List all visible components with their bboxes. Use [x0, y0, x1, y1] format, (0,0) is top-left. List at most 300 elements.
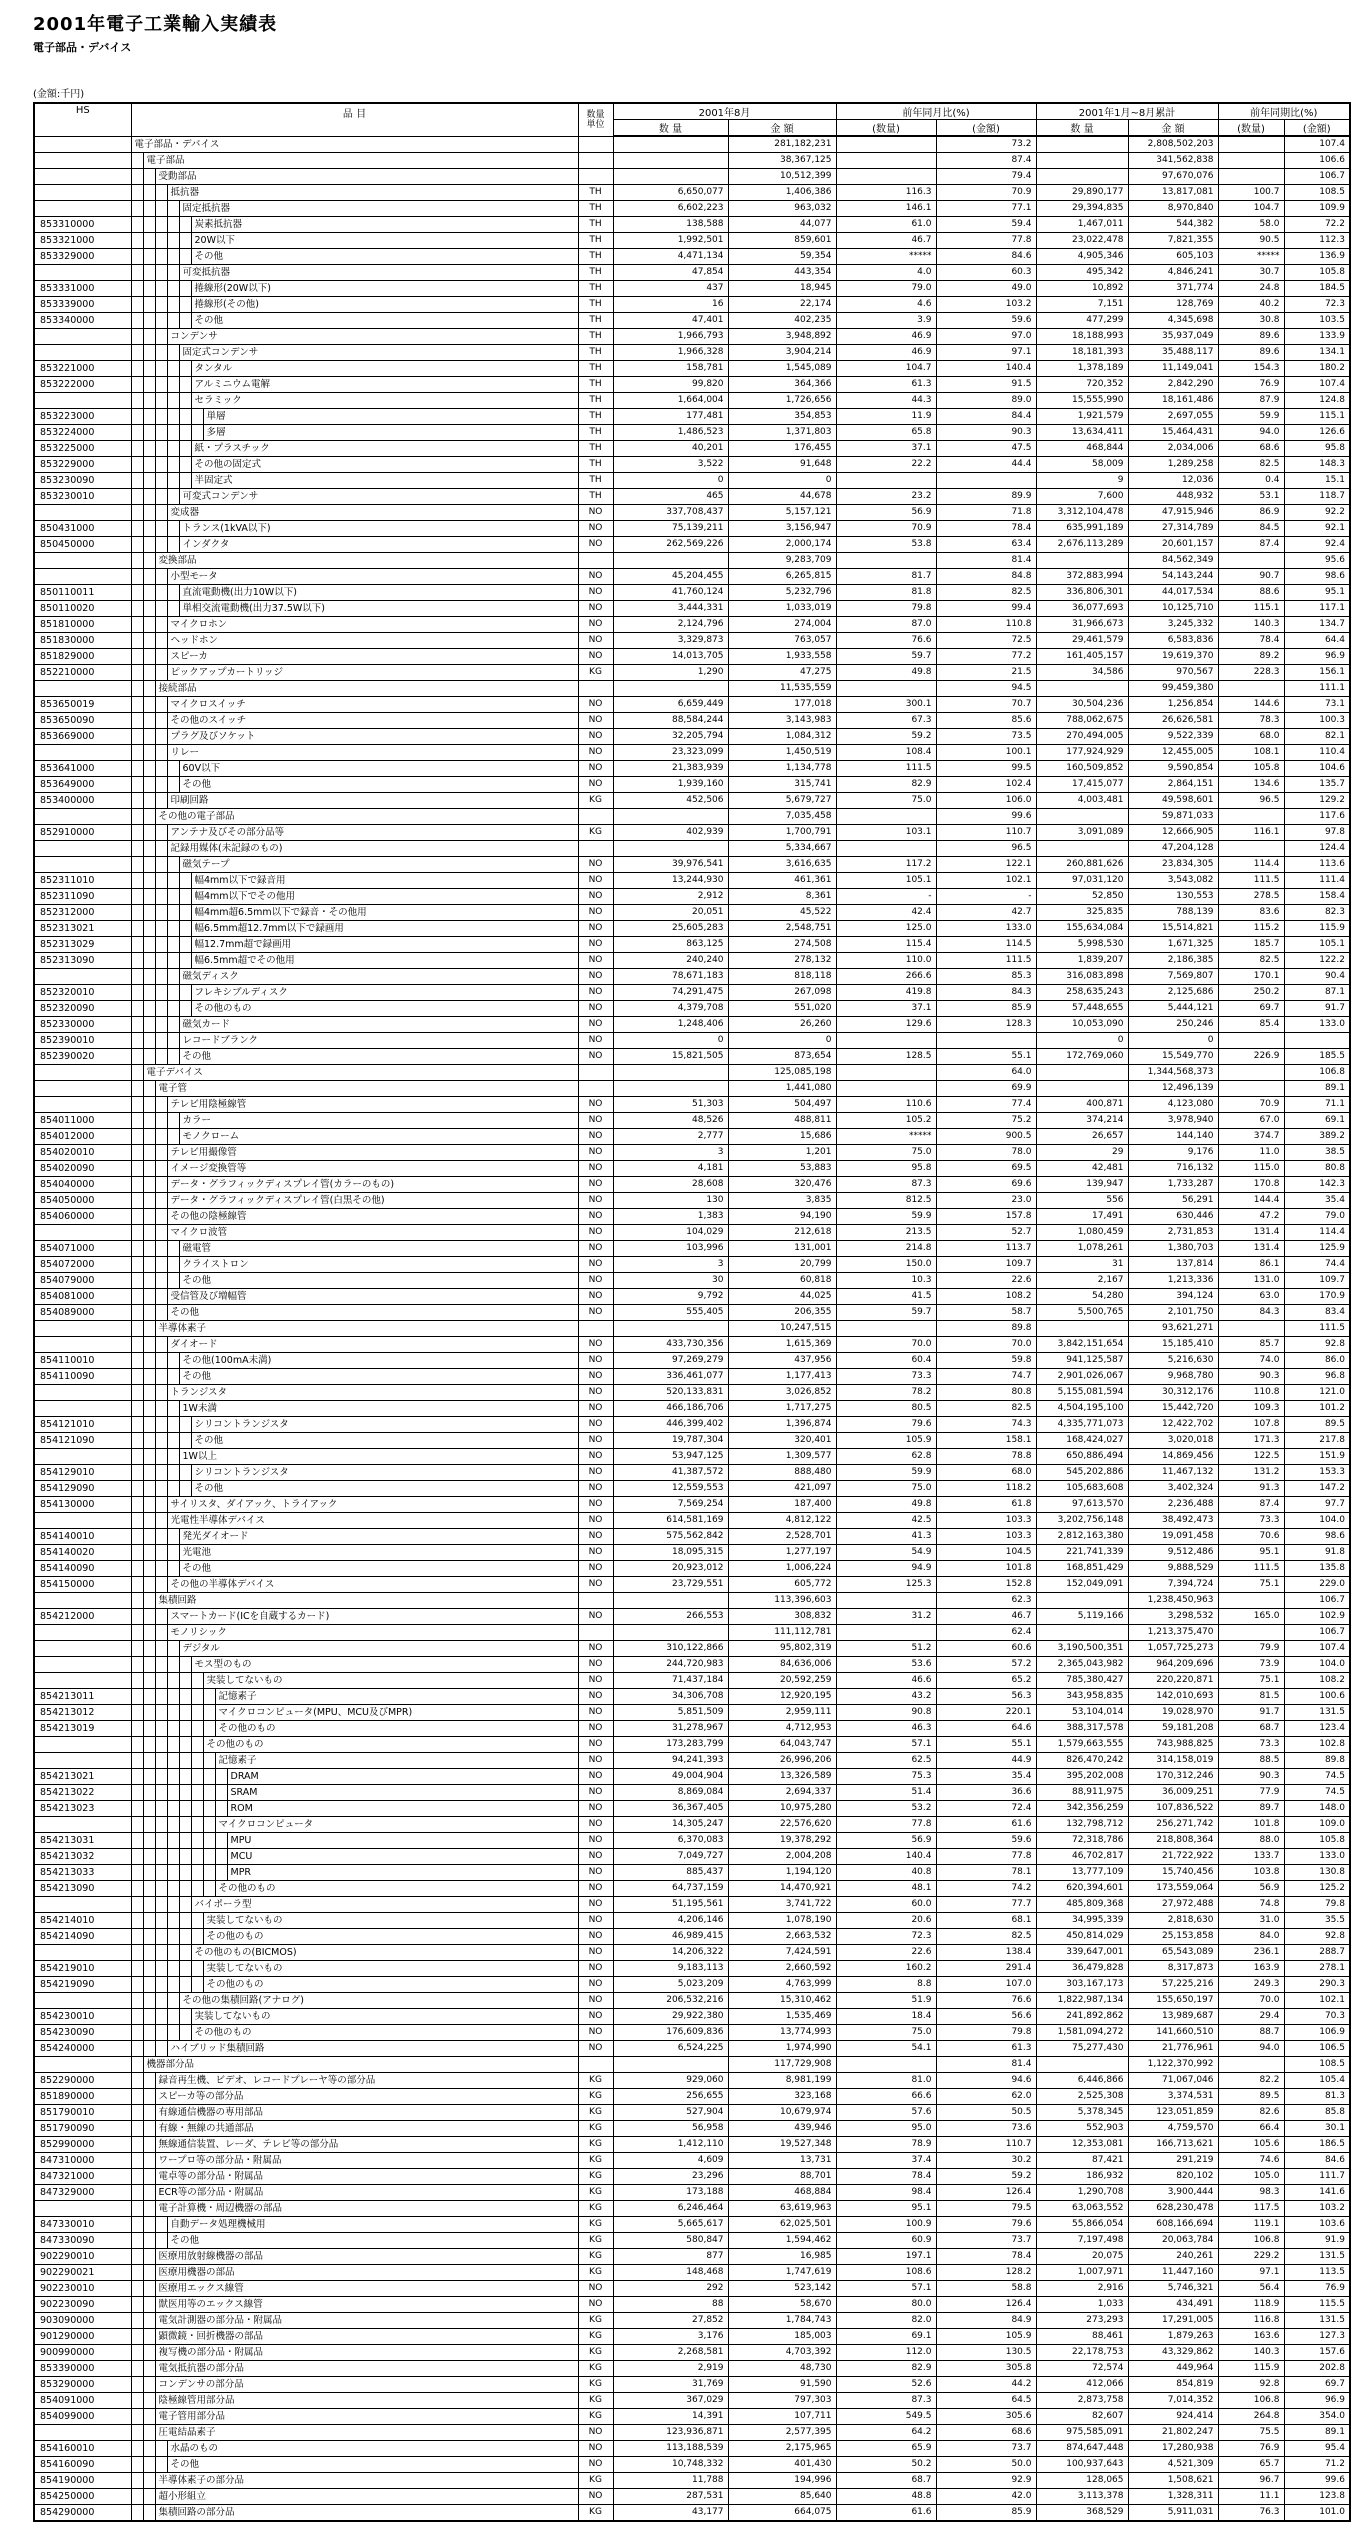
indent-guide	[168, 1353, 180, 1368]
qty-yoy: 52.6	[836, 2377, 936, 2393]
qty-yoy: 51.4	[836, 1785, 936, 1801]
qty-cum-yoy: 90.7	[1218, 569, 1284, 585]
value-cum-yoy: 106.8	[1284, 1065, 1350, 1081]
value-aug: 1,406,386	[728, 185, 836, 201]
qty-cum: 10,053,090	[1036, 1017, 1128, 1033]
table-row	[34, 2393, 1350, 2409]
indent-guide	[168, 393, 180, 408]
qty-cum: 785,380,427	[1036, 1673, 1128, 1689]
value-cum: 12,422,702	[1128, 1417, 1218, 1433]
item-cell	[131, 265, 578, 281]
hs-code: 853230090	[34, 473, 131, 489]
value-cum: 394,124	[1128, 1289, 1218, 1305]
indent-guide	[180, 1657, 192, 1672]
item-label: ハイブリッド集積回路	[170, 2043, 265, 2054]
qty-yoy: 62.8	[836, 1449, 936, 1465]
indent-guide	[180, 361, 192, 376]
indent-guide	[180, 1001, 192, 1016]
value-cum-yoy: 92.1	[1284, 521, 1350, 537]
col-group-month: 2001年8月	[613, 103, 836, 120]
qty-cum: 1,467,011	[1036, 217, 1128, 233]
qty-aug	[613, 153, 728, 169]
unit: NO	[578, 937, 613, 953]
qty-yoy: 72.3	[836, 1929, 936, 1945]
qty-cum-yoy: 97.1	[1218, 2265, 1284, 2281]
value-aug: 19,378,292	[728, 1833, 836, 1849]
hs-code: 847321000	[34, 2169, 131, 2185]
qty-aug: 580,847	[613, 2233, 728, 2249]
qty-cum-yoy: 226.9	[1218, 1049, 1284, 1065]
value-cum: 35,488,117	[1128, 345, 1218, 361]
table-row	[34, 457, 1350, 473]
value-aug: 267,098	[728, 985, 836, 1001]
hs-code	[34, 1321, 131, 1337]
qty-cum-yoy: 374.7	[1218, 1129, 1284, 1145]
value-aug: 2,000,174	[728, 537, 836, 553]
hs-code	[34, 569, 131, 585]
item-label: MPR	[230, 1867, 252, 1878]
table-row	[34, 1065, 1350, 1081]
table-row	[34, 2345, 1350, 2361]
indent-guide	[132, 585, 144, 600]
value-cum: 56,291	[1128, 1193, 1218, 1209]
indent-guide	[132, 2409, 144, 2424]
qty-aug: 130	[613, 1193, 728, 1209]
unit: TH	[578, 393, 613, 409]
value-cum-yoy: 134.7	[1284, 617, 1350, 633]
value-aug: 1,309,577	[728, 1449, 836, 1465]
value-cum: 4,846,241	[1128, 265, 1218, 281]
item-cell	[131, 1673, 578, 1689]
indent-guide	[144, 1529, 156, 1544]
item-cell	[131, 2441, 578, 2457]
qty-cum: 15,555,990	[1036, 393, 1128, 409]
qty-cum-yoy: 53.1	[1218, 489, 1284, 505]
item-cell	[131, 2505, 578, 2522]
item-cell	[131, 681, 578, 697]
qty-aug: 94,241,393	[613, 1753, 728, 1769]
qty-cum: 826,470,242	[1036, 1753, 1128, 1769]
table-row	[34, 1545, 1350, 1561]
value-cum-yoy: 102.8	[1284, 1737, 1350, 1753]
item-cell	[131, 2409, 578, 2425]
value-cum-yoy: 124.8	[1284, 393, 1350, 409]
indent-guide	[192, 1849, 204, 1864]
item-cell	[131, 201, 578, 217]
value-yoy: 62.4	[936, 1625, 1036, 1641]
hs-code	[34, 1081, 131, 1097]
value-yoy: 75.2	[936, 1113, 1036, 1129]
value-cum-yoy: 79.8	[1284, 1897, 1350, 1913]
qty-yoy: 56.9	[836, 505, 936, 521]
qty-yoy: 94.9	[836, 1561, 936, 1577]
table-row	[34, 777, 1350, 793]
indent-guide	[156, 569, 168, 584]
indent-guide	[132, 1497, 144, 1512]
indent-guide	[144, 1881, 156, 1896]
qty-cum	[1036, 153, 1128, 169]
indent-guide	[168, 265, 180, 280]
table-row	[34, 2425, 1350, 2441]
item-cell	[131, 1145, 578, 1161]
table-row	[34, 1961, 1350, 1977]
indent-guide	[144, 2009, 156, 2024]
value-aug: 58,670	[728, 2297, 836, 2313]
value-cum-yoy: 158.4	[1284, 889, 1350, 905]
unit	[578, 169, 613, 185]
value-cum: 43,329,862	[1128, 2345, 1218, 2361]
table-row	[34, 2505, 1350, 2522]
unit: NO	[578, 521, 613, 537]
qty-yoy: 41.5	[836, 1289, 936, 1305]
qty-cum-yoy: 116.1	[1218, 825, 1284, 841]
item-cell	[131, 2169, 578, 2185]
qty-aug: 75,139,211	[613, 521, 728, 537]
indent-guide	[168, 313, 180, 328]
value-cum: 341,562,838	[1128, 153, 1218, 169]
qty-aug: 32,205,794	[613, 729, 728, 745]
value-aug: 91,590	[728, 2377, 836, 2393]
item-label: 磁電管	[182, 1243, 212, 1254]
qty-yoy: 18.4	[836, 2009, 936, 2025]
item-label: その他のもの	[206, 1979, 264, 1990]
qty-cum-yoy: 108.1	[1218, 745, 1284, 761]
item-label: モノクローム	[182, 1131, 240, 1142]
unit: KG	[578, 2409, 613, 2425]
qty-aug: 6,650,077	[613, 185, 728, 201]
value-yoy: 62.3	[936, 1593, 1036, 1609]
qty-aug: 43,177	[613, 2505, 728, 2522]
qty-cum: 5,500,765	[1036, 1305, 1128, 1321]
indent-guide	[156, 1673, 168, 1688]
value-cum-yoy: 184.5	[1284, 281, 1350, 297]
item-cell	[131, 2377, 578, 2393]
qty-cum-yoy: 171.3	[1218, 1433, 1284, 1449]
qty-aug: 148,468	[613, 2265, 728, 2281]
qty-cum-yoy: 106.8	[1218, 2233, 1284, 2249]
item-label: 電子管用部分品	[158, 2411, 226, 2422]
qty-cum-yoy: 73.3	[1218, 1737, 1284, 1753]
indent-guide	[156, 1865, 168, 1880]
indent-guide	[132, 2457, 144, 2472]
item-cell	[131, 665, 578, 681]
indent-guide	[156, 857, 168, 872]
qty-aug: 4,181	[613, 1161, 728, 1177]
value-cum-yoy: 106.7	[1284, 169, 1350, 185]
indent-guide	[144, 825, 156, 840]
hs-code: 854214090	[34, 1929, 131, 1945]
qty-cum-yoy: 85.7	[1218, 1337, 1284, 1353]
unit: NO	[578, 633, 613, 649]
unit: NO	[578, 1945, 613, 1961]
qty-cum-yoy: 30.8	[1218, 313, 1284, 329]
value-yoy: 77.8	[936, 233, 1036, 249]
value-cum-yoy: 134.1	[1284, 345, 1350, 361]
qty-aug: 9,183,113	[613, 1961, 728, 1977]
table-row	[34, 617, 1350, 633]
col-header-qty-yoy: (数量)	[836, 120, 936, 137]
value-cum-yoy: 86.0	[1284, 1353, 1350, 1369]
item-cell	[131, 329, 578, 345]
qty-yoy: 57.1	[836, 2281, 936, 2297]
qty-aug: 527,904	[613, 2105, 728, 2121]
item-cell	[131, 617, 578, 633]
unit	[578, 809, 613, 825]
item-cell	[131, 185, 578, 201]
value-yoy: 69.6	[936, 1177, 1036, 1193]
qty-yoy: 82.9	[836, 2361, 936, 2377]
indent-guide	[132, 601, 144, 616]
indent-guide	[132, 2217, 144, 2232]
table-row	[34, 1193, 1350, 1209]
hs-code: 854230010	[34, 2009, 131, 2025]
value-yoy: 106.0	[936, 793, 1036, 809]
indent-guide	[180, 1689, 192, 1704]
indent-guide	[144, 2121, 156, 2136]
item-label: ピックアップカートリッジ	[170, 667, 283, 678]
qty-yoy: 80.0	[836, 2297, 936, 2313]
indent-guide	[132, 1833, 144, 1848]
qty-yoy: 110.0	[836, 953, 936, 969]
qty-yoy: 80.5	[836, 1401, 936, 1417]
qty-cum: 132,798,712	[1036, 1817, 1128, 1833]
indent-guide	[156, 1353, 168, 1368]
value-yoy: 91.5	[936, 377, 1036, 393]
unit: NO	[578, 729, 613, 745]
value-yoy: 68.6	[936, 2425, 1036, 2441]
value-cum: 142,010,693	[1128, 1689, 1218, 1705]
item-label: その他	[170, 2235, 200, 2246]
indent-guide	[132, 1609, 144, 1624]
value-yoy: 71.8	[936, 505, 1036, 521]
unit: TH	[578, 425, 613, 441]
qty-cum-yoy	[1218, 1321, 1284, 1337]
qty-cum-yoy: 85.4	[1218, 1017, 1284, 1033]
indent-guide	[144, 585, 156, 600]
indent-guide	[144, 1993, 156, 2008]
value-yoy: 81.4	[936, 2057, 1036, 2073]
item-label: 集積回路	[158, 1595, 197, 1606]
value-aug: 14,470,921	[728, 1881, 836, 1897]
value-cum-yoy: 85.8	[1284, 2105, 1350, 2121]
unit: NO	[578, 1993, 613, 2009]
qty-aug: 36,367,405	[613, 1801, 728, 1817]
qty-cum-yoy: 119.1	[1218, 2217, 1284, 2233]
qty-cum-yoy: 115.9	[1218, 2361, 1284, 2377]
qty-cum-yoy: 68.0	[1218, 729, 1284, 745]
indent-guide	[132, 841, 144, 856]
qty-cum: 36,077,693	[1036, 601, 1128, 617]
qty-cum-yoy: 74.0	[1218, 1353, 1284, 1369]
indent-guide	[192, 1705, 204, 1720]
indent-guide	[144, 2297, 156, 2312]
qty-aug: 64,737,159	[613, 1881, 728, 1897]
hs-code: 851790090	[34, 2121, 131, 2137]
indent-guide	[204, 1849, 216, 1864]
value-aug: 13,326,589	[728, 1769, 836, 1785]
value-yoy: 56.3	[936, 1689, 1036, 1705]
hs-code	[34, 1593, 131, 1609]
unit: NO	[578, 1449, 613, 1465]
qty-cum: 1,822,987,134	[1036, 1993, 1128, 2009]
item-label: ROM	[230, 1803, 253, 1814]
qty-cum: 941,125,587	[1036, 1353, 1128, 1369]
value-cum: 49,598,601	[1128, 793, 1218, 809]
hs-code: 853290000	[34, 2377, 131, 2393]
qty-yoy: 125.3	[836, 1577, 936, 1593]
qty-cum: 58,009	[1036, 457, 1128, 473]
indent-guide	[144, 729, 156, 744]
qty-cum: 1,839,207	[1036, 953, 1128, 969]
value-cum: 19,619,370	[1128, 649, 1218, 665]
value-aug: 1,450,519	[728, 745, 836, 761]
qty-cum: 9	[1036, 473, 1128, 489]
indent-guide	[144, 2265, 156, 2280]
indent-guide	[192, 1673, 204, 1688]
item-cell	[131, 1129, 578, 1145]
value-cum-yoy: 135.8	[1284, 1561, 1350, 1577]
indent-guide	[180, 457, 192, 472]
value-yoy: 49.0	[936, 281, 1036, 297]
indent-guide	[132, 1849, 144, 1864]
indent-guide	[144, 2137, 156, 2152]
value-aug: 15,686	[728, 1129, 836, 1145]
hs-code	[34, 153, 131, 169]
item-label: レコードブランク	[182, 1035, 259, 1046]
value-cum-yoy: 82.1	[1284, 729, 1350, 745]
qty-cum-yoy: 24.8	[1218, 281, 1284, 297]
qty-aug: 256,655	[613, 2089, 728, 2105]
value-aug: 5,232,796	[728, 585, 836, 601]
indent-guide	[156, 745, 168, 760]
indent-guide	[132, 1033, 144, 1048]
qty-cum: 2,901,026,067	[1036, 1369, 1128, 1385]
value-yoy: 64.5	[936, 2393, 1036, 2409]
qty-cum: 368,529	[1036, 2505, 1128, 2522]
unit: NO	[578, 601, 613, 617]
unit: NO	[578, 1705, 613, 1721]
indent-guide	[132, 1801, 144, 1816]
value-aug: 4,763,999	[728, 1977, 836, 1993]
indent-guide	[156, 1785, 168, 1800]
value-cum-yoy: 74.5	[1284, 1769, 1350, 1785]
value-aug: 504,497	[728, 1097, 836, 1113]
value-aug: 18,945	[728, 281, 836, 297]
value-cum-yoy: 74.5	[1284, 1785, 1350, 1801]
indent-guide	[168, 1673, 180, 1688]
value-yoy: 114.5	[936, 937, 1036, 953]
indent-guide	[144, 793, 156, 808]
value-aug: 177,018	[728, 697, 836, 713]
indent-guide	[132, 1257, 144, 1272]
value-yoy: 55.1	[936, 1049, 1036, 1065]
table-row	[34, 425, 1350, 441]
value-cum-yoy: 105.1	[1284, 937, 1350, 953]
table-row	[34, 1177, 1350, 1193]
table-row	[34, 1593, 1350, 1609]
qty-aug: 3	[613, 1257, 728, 1273]
value-aug: 437,956	[728, 1353, 836, 1369]
indent-guide	[132, 2153, 144, 2168]
indent-guide	[168, 1801, 180, 1816]
qty-cum-yoy: 67.0	[1218, 1113, 1284, 1129]
unit	[578, 1593, 613, 1609]
qty-yoy: 4.0	[836, 265, 936, 281]
item-cell	[131, 2153, 578, 2169]
indent-guide	[156, 1769, 168, 1784]
col-header-qty-cum-yoy: (数量)	[1218, 120, 1284, 137]
indent-guide	[144, 777, 156, 792]
table-row	[34, 521, 1350, 537]
table-row	[34, 649, 1350, 665]
value-cum-yoy: 217.8	[1284, 1433, 1350, 1449]
item-label: サイリスタ、ダイアック、トライアック	[170, 1499, 338, 1510]
hs-code: 851890000	[34, 2089, 131, 2105]
indent-guide	[156, 1897, 168, 1912]
qty-cum: 0	[1036, 1033, 1128, 1049]
indent-guide	[144, 505, 156, 520]
indent-guide	[144, 1977, 156, 1992]
indent-guide	[156, 1257, 168, 1272]
qty-aug: 2,124,796	[613, 617, 728, 633]
table-row	[34, 1417, 1350, 1433]
table-row	[34, 1049, 1350, 1065]
value-cum-yoy: 151.9	[1284, 1449, 1350, 1465]
value-aug: 45,522	[728, 905, 836, 921]
value-cum: 1,380,703	[1128, 1241, 1218, 1257]
value-aug: 3,835	[728, 1193, 836, 1209]
indent-guide	[156, 297, 168, 312]
indent-guide	[180, 233, 192, 248]
value-yoy: 60.3	[936, 265, 1036, 281]
value-aug: 9,283,709	[728, 553, 836, 569]
value-cum-yoy: 109.7	[1284, 1273, 1350, 1289]
indent-guide	[156, 1657, 168, 1672]
qty-yoy: 51.9	[836, 1993, 936, 2009]
unit: NO	[578, 1001, 613, 1017]
indent-guide	[144, 217, 156, 232]
qty-aug: 27,852	[613, 2313, 728, 2329]
hs-code: 853229000	[34, 457, 131, 473]
value-aug: 10,975,280	[728, 1801, 836, 1817]
value-cum-yoy: 106.7	[1284, 1625, 1350, 1641]
item-label: 20W以下	[194, 235, 235, 246]
table-row	[34, 1769, 1350, 1785]
value-cum: 2,034,006	[1128, 441, 1218, 457]
qty-yoy: *****	[836, 1129, 936, 1145]
indent-guide	[144, 1353, 156, 1368]
unit: NO	[578, 953, 613, 969]
qty-cum: 720,352	[1036, 377, 1128, 393]
value-cum: 3,374,531	[1128, 2089, 1218, 2105]
item-label: 電子部品	[146, 155, 185, 166]
indent-guide	[132, 1769, 144, 1784]
indent-guide	[132, 1705, 144, 1720]
qty-cum: 303,167,173	[1036, 1977, 1128, 1993]
value-cum: 5,911,031	[1128, 2505, 1218, 2522]
indent-guide	[168, 1817, 180, 1832]
value-yoy: 73.7	[936, 2441, 1036, 2457]
indent-guide	[132, 2089, 144, 2104]
indent-guide	[132, 1001, 144, 1016]
indent-guide	[132, 1449, 144, 1464]
value-yoy: 78.1	[936, 1865, 1036, 1881]
value-yoy: 128.3	[936, 1017, 1036, 1033]
indent-guide	[180, 1753, 192, 1768]
qty-cum-yoy: 104.7	[1218, 201, 1284, 217]
value-aug: 4,703,392	[728, 2345, 836, 2361]
item-cell	[131, 2473, 578, 2489]
